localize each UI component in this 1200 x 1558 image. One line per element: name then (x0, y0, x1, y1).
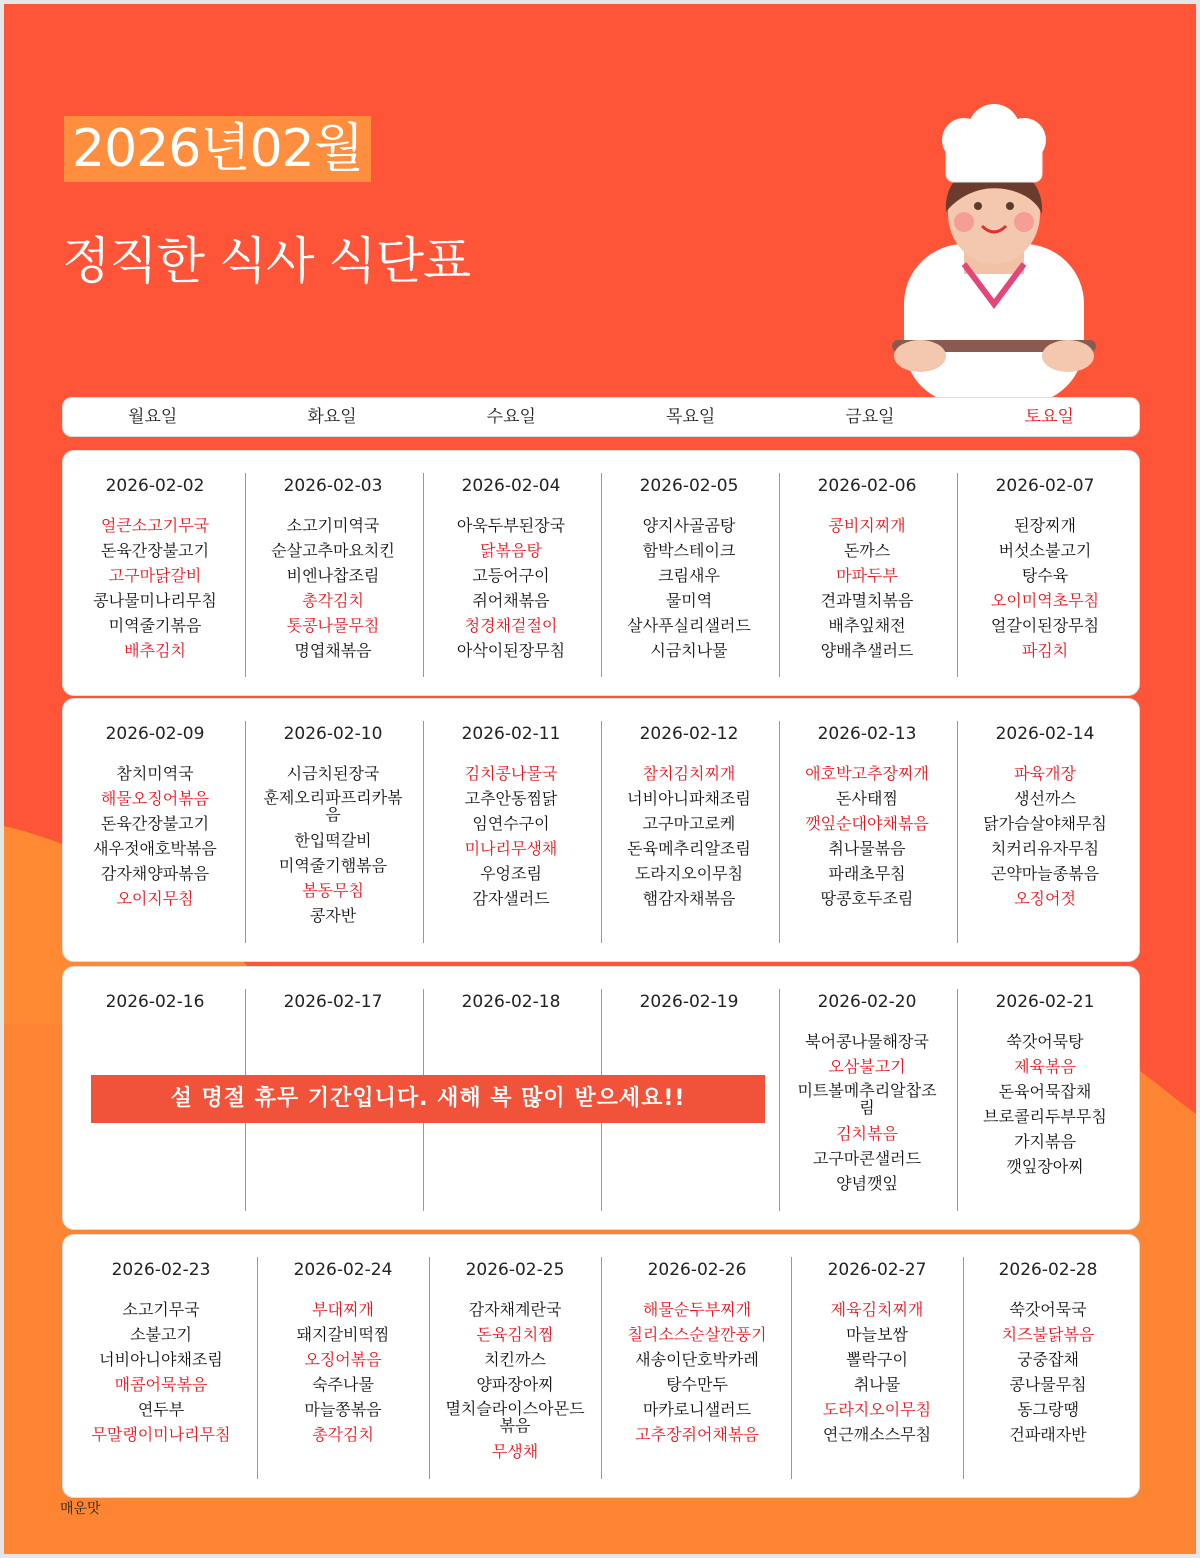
menu-item-spicy: 무생채 (491, 1442, 539, 1461)
menu-item-spicy: 김치콩나물국 (464, 764, 558, 783)
menu-item: 치킨까스 (484, 1350, 546, 1369)
menu-item: 미트볼메추리알찹조림 (797, 1081, 937, 1117)
menu-item-spicy: 파육개장 (1014, 764, 1076, 783)
chef-illustration (884, 104, 1104, 404)
weekday-mon: 월요일 (128, 407, 178, 427)
menu-item: 돈육간장불고기 (100, 814, 210, 833)
menu-item: 함박스테이크 (642, 541, 736, 560)
menu-item-spicy: 봄동무침 (302, 881, 364, 900)
menu-item: 돈육어묵잡채 (998, 1082, 1092, 1101)
day-cell (73, 1259, 249, 1447)
menu-list (789, 1297, 965, 1447)
menu-item: 북어콩나물해장국 (805, 1032, 929, 1051)
day-cell (957, 991, 1133, 1179)
menu-item: 쑥갓어묵탕 (1006, 1032, 1084, 1051)
menu-item: 물미역 (665, 591, 713, 610)
menu-item-spicy: 부대찌개 (312, 1300, 374, 1319)
menu-item: 양파장아찌 (476, 1375, 554, 1394)
menu-list (67, 513, 243, 663)
weekday-tue: 화요일 (307, 407, 357, 427)
day-date: 2026-02-07 (995, 476, 1095, 496)
week-card (62, 1234, 1140, 1498)
menu-item-spicy: 무말랭이미나리무침 (91, 1425, 231, 1444)
menu-item: 한입떡갈비 (294, 831, 372, 850)
menu-page (4, 4, 1196, 1554)
weekday-thu: 목요일 (666, 407, 716, 427)
menu-item: 햄감자채볶음 (642, 889, 736, 908)
menu-item: 닭가슴살야채무침 (983, 814, 1107, 833)
menu-list (245, 513, 421, 663)
day-date: 2026-02-03 (283, 476, 383, 496)
menu-item: 돈까스 (843, 541, 891, 560)
day-date: 2026-02-27 (827, 1260, 927, 1280)
menu-item: 배추잎채전 (828, 616, 906, 635)
day-date: 2026-02-09 (105, 724, 205, 744)
day-cell (67, 991, 243, 1029)
menu-item: 양배추샐러드 (820, 641, 914, 660)
menu-item: 고추안동찜닭 (464, 789, 558, 808)
menu-list (427, 1297, 603, 1464)
day-date: 2026-02-06 (817, 476, 917, 496)
day-cell (960, 1259, 1136, 1447)
day-cell (245, 991, 421, 1029)
menu-item: 미역줄기볶음 (108, 616, 202, 635)
menu-list (779, 1029, 955, 1196)
day-cell (779, 991, 955, 1196)
day-cell (789, 1259, 965, 1447)
menu-item: 버섯소불고기 (998, 541, 1092, 560)
menu-item: 임연수구이 (472, 814, 550, 833)
day-cell (609, 1259, 785, 1447)
menu-item: 새송이단호박카레 (635, 1350, 759, 1369)
menu-item-spicy: 애호박고추장찌개 (805, 764, 929, 783)
menu-item-spicy: 마파두부 (836, 566, 898, 585)
menu-item: 얼갈이된장무침 (990, 616, 1100, 635)
menu-item: 궁중잡채 (1017, 1350, 1079, 1369)
weekday-sat: 토요일 (1024, 407, 1074, 427)
menu-item-spicy: 오징어젓 (1014, 889, 1076, 908)
menu-item-spicy: 파김치 (1021, 641, 1069, 660)
day-cell (245, 475, 421, 663)
day-date: 2026-02-02 (105, 476, 205, 496)
menu-item: 소고기미역국 (286, 516, 380, 535)
menu-item: 곤약마늘종볶음 (990, 864, 1100, 883)
menu-item-spicy: 매콤어묵볶음 (114, 1375, 208, 1394)
menu-item: 소고기무국 (122, 1300, 200, 1319)
day-cell (779, 723, 955, 911)
day-date: 2026-02-23 (111, 1260, 211, 1280)
menu-item: 마늘보쌈 (846, 1325, 908, 1344)
menu-item-spicy: 오이지무침 (116, 889, 194, 908)
menu-item-spicy: 오징어볶음 (304, 1350, 382, 1369)
menu-item: 뽈락구이 (846, 1350, 908, 1369)
menu-item-spicy: 콩비지찌개 (828, 516, 906, 535)
day-cell (957, 475, 1133, 663)
menu-item: 연근깨소스무침 (822, 1425, 932, 1444)
menu-item: 감자샐러드 (472, 889, 550, 908)
menu-item-spicy: 총각김치 (302, 591, 364, 610)
legend-spicy: 매운맛 (60, 1501, 101, 1517)
menu-item-spicy: 고구마닭갈비 (108, 566, 202, 585)
day-date: 2026-02-21 (995, 992, 1095, 1012)
menu-list (601, 513, 777, 663)
menu-item: 고구마고로케 (642, 814, 736, 833)
day-date: 2026-02-11 (461, 724, 561, 744)
menu-item: 아욱두부된장국 (456, 516, 566, 535)
menu-list (255, 1297, 431, 1447)
menu-item-spicy: 김치볶음 (836, 1124, 898, 1143)
menu-list (609, 1297, 785, 1447)
day-cell (255, 1259, 431, 1447)
menu-item-spicy: 치즈불닭볶음 (1001, 1325, 1095, 1344)
menu-item: 치커리유자무침 (990, 839, 1100, 858)
day-cell (427, 1259, 603, 1464)
menu-item: 깻잎장아찌 (1006, 1157, 1084, 1176)
menu-item: 브로콜리두부무침 (983, 1107, 1107, 1126)
menu-list (957, 513, 1133, 663)
day-date: 2026-02-12 (639, 724, 739, 744)
menu-item: 쑥갓어묵국 (1009, 1300, 1087, 1319)
menu-item: 돈육간장불고기 (100, 541, 210, 560)
menu-item-spicy: 오이미역초무침 (990, 591, 1100, 610)
day-cell (601, 475, 777, 663)
menu-item: 소불고기 (130, 1325, 192, 1344)
menu-item: 고구마콘샐러드 (812, 1149, 922, 1168)
menu-item: 명엽채볶음 (294, 641, 372, 660)
menu-item-spicy: 참치김치찌개 (642, 764, 736, 783)
holiday-banner: 설 명절 휴무 기간입니다. 새해 복 많이 받으세요!! (91, 1075, 765, 1123)
day-date: 2026-02-04 (461, 476, 561, 496)
day-date: 2026-02-10 (283, 724, 383, 744)
day-date: 2026-02-05 (639, 476, 739, 496)
menu-item: 돼지갈비떡찜 (296, 1325, 390, 1344)
weekday-fri: 금요일 (845, 407, 895, 427)
day-cell (245, 723, 421, 928)
menu-item: 살사푸실리샐러드 (627, 616, 751, 635)
day-date: 2026-02-16 (105, 992, 205, 1012)
menu-item: 된장찌개 (1014, 516, 1076, 535)
menu-item: 쥐어채볶음 (472, 591, 550, 610)
menu-item: 탕수만두 (666, 1375, 728, 1394)
menu-item: 마카로니샐러드 (642, 1400, 752, 1419)
menu-list (779, 761, 955, 911)
menu-item: 너비아니파채조림 (627, 789, 751, 808)
day-cell (779, 475, 955, 663)
menu-list (601, 761, 777, 911)
menu-item: 연두부 (137, 1400, 185, 1419)
menu-item: 크림새우 (658, 566, 720, 585)
menu-item-spicy: 미나리무생채 (464, 839, 558, 858)
menu-item: 양지사골곰탕 (642, 516, 736, 535)
day-cell (601, 723, 777, 911)
menu-item: 취나물볶음 (828, 839, 906, 858)
menu-list (957, 1029, 1133, 1179)
menu-item: 취나물 (853, 1375, 901, 1394)
menu-item-spicy: 칠리소스순살깐풍기 (627, 1325, 767, 1344)
menu-item-spicy: 도라지오이무침 (822, 1400, 932, 1419)
day-date: 2026-02-20 (817, 992, 917, 1012)
menu-item: 콩자반 (309, 906, 357, 925)
day-cell (957, 723, 1133, 911)
day-cell (423, 475, 599, 663)
menu-item: 양념깻잎 (836, 1174, 898, 1193)
menu-item: 파래초무침 (828, 864, 906, 883)
menu-item: 시금치된장국 (286, 764, 380, 783)
menu-item-spicy: 돈육김치찜 (476, 1325, 554, 1344)
day-date: 2026-02-18 (461, 992, 561, 1012)
menu-item-spicy: 제육볶음 (1014, 1057, 1076, 1076)
menu-item-spicy: 깻잎순대야채볶음 (805, 814, 929, 833)
menu-item-spicy: 해물순두부찌개 (642, 1300, 752, 1319)
day-date: 2026-02-26 (647, 1260, 747, 1280)
day-cell (423, 991, 599, 1029)
day-date: 2026-02-25 (465, 1260, 565, 1280)
day-cell (67, 475, 243, 663)
menu-item: 감자채계란국 (468, 1300, 562, 1319)
menu-item: 새우젓애호박볶음 (93, 839, 217, 858)
menu-item: 아삭이된장무침 (456, 641, 566, 660)
day-date: 2026-02-13 (817, 724, 917, 744)
menu-list (67, 761, 243, 911)
menu-item: 미역줄기햄볶음 (278, 856, 388, 875)
menu-item-spicy: 고추장쥐어채볶음 (635, 1425, 759, 1444)
menu-list (423, 761, 599, 911)
menu-item: 숙주나물 (312, 1375, 374, 1394)
menu-list (957, 761, 1133, 911)
menu-item: 생선까스 (1014, 789, 1076, 808)
week-card (62, 698, 1140, 962)
menu-item-spicy: 총각김치 (312, 1425, 374, 1444)
menu-item: 콩나물미나리무침 (93, 591, 217, 610)
menu-item: 감자채양파볶음 (100, 864, 210, 883)
day-cell (423, 723, 599, 911)
menu-item: 돈육메추리알조림 (627, 839, 751, 858)
menu-item-spicy: 배추김치 (124, 641, 186, 660)
weekday-wed: 수요일 (486, 407, 536, 427)
menu-item: 참치미역국 (116, 764, 194, 783)
menu-item-spicy: 얼큰소고기무국 (100, 516, 210, 535)
menu-list (73, 1297, 249, 1447)
menu-item: 훈제오리파프리카볶음 (263, 788, 403, 824)
menu-list (245, 761, 421, 928)
menu-item: 우엉조림 (480, 864, 542, 883)
menu-item-spicy: 닭볶음탕 (480, 541, 542, 560)
week-card (62, 450, 1140, 696)
day-date: 2026-02-24 (293, 1260, 393, 1280)
menu-item-spicy: 톳콩나물무침 (286, 616, 380, 635)
menu-item: 돈사태찜 (836, 789, 898, 808)
menu-item: 도라지오이무침 (634, 864, 744, 883)
menu-item-spicy: 오삼불고기 (828, 1057, 906, 1076)
menu-item-spicy: 제육김치찌개 (830, 1300, 924, 1319)
menu-item-spicy: 청경채겉절이 (464, 616, 558, 635)
menu-item: 너비아니야채조림 (99, 1350, 223, 1369)
menu-item: 땅콩호두조림 (820, 889, 914, 908)
page-title: 정직한 식사 식단표 (62, 232, 471, 290)
day-date: 2026-02-17 (283, 992, 383, 1012)
menu-item: 마늘쫑볶음 (304, 1400, 382, 1419)
day-date: 2026-02-28 (998, 1260, 1098, 1280)
menu-item: 시금치나물 (650, 641, 728, 660)
menu-item: 콩나물무침 (1009, 1375, 1087, 1394)
menu-item-spicy: 해물오징어볶음 (100, 789, 210, 808)
week-card (62, 966, 1140, 1230)
menu-item: 가지볶음 (1014, 1132, 1076, 1151)
menu-item: 멸치슬라이스아몬드볶음 (445, 1399, 585, 1435)
menu-list (423, 513, 599, 663)
menu-item: 비엔나찹조림 (286, 566, 380, 585)
menu-item: 탕수육 (1021, 566, 1069, 585)
day-date: 2026-02-19 (639, 992, 739, 1012)
day-cell (601, 991, 777, 1029)
month-title: 2026년02월 (64, 116, 371, 182)
menu-item: 동그랑땡 (1017, 1400, 1079, 1419)
menu-item: 고등어구이 (472, 566, 550, 585)
menu-item: 순살고추마요치킨 (271, 541, 395, 560)
day-cell (67, 723, 243, 911)
menu-item: 건파래자반 (1009, 1425, 1087, 1444)
menu-list (960, 1297, 1136, 1447)
day-date: 2026-02-14 (995, 724, 1095, 744)
menu-item: 견과멸치볶음 (820, 591, 914, 610)
menu-list (779, 513, 955, 663)
weekday-header (62, 397, 1140, 437)
